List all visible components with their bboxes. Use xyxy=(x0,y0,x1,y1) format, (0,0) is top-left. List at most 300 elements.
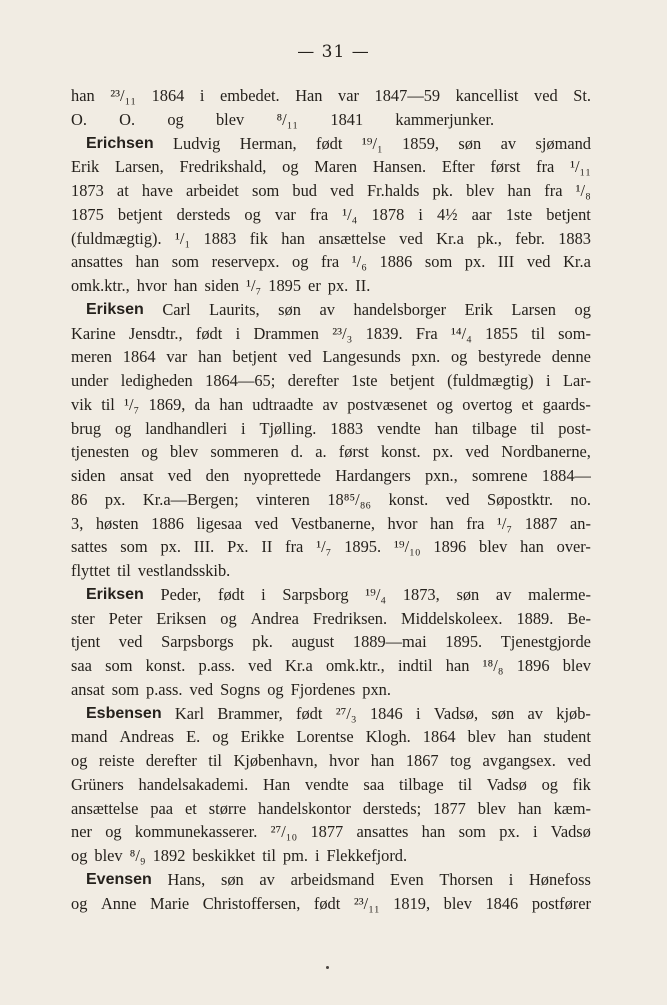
word: 1869, xyxy=(148,394,186,414)
word: Hans, xyxy=(167,869,206,889)
word: Herman, xyxy=(239,133,297,153)
word: blev xyxy=(477,798,507,818)
text-line xyxy=(71,868,591,892)
text-line xyxy=(71,417,591,441)
word: Larsen, xyxy=(114,157,164,177)
word: til xyxy=(458,774,473,794)
word: født xyxy=(296,703,323,723)
word: pxn. xyxy=(362,679,391,699)
word: Hansen. xyxy=(372,157,427,177)
word: meren xyxy=(71,347,112,367)
word: an- xyxy=(570,513,591,533)
word: Christoffersen, xyxy=(202,893,301,913)
word: pk. xyxy=(252,632,273,652)
word: som xyxy=(171,252,200,272)
word: px. xyxy=(499,822,520,842)
text-line xyxy=(71,298,591,322)
word: og xyxy=(167,109,184,129)
word: Fredrikshald, xyxy=(179,157,267,177)
word: ansættelse xyxy=(71,798,139,818)
word: Anne xyxy=(100,893,137,913)
entry-surname: Evensen xyxy=(86,870,152,888)
word: 1896 xyxy=(433,537,467,557)
word: i xyxy=(314,846,320,865)
word: ²³/₁₁ xyxy=(110,86,137,105)
word: betjent xyxy=(232,347,278,367)
word: ¹/₇ xyxy=(124,394,140,414)
word: 1873, xyxy=(402,584,440,604)
word: som xyxy=(424,252,453,272)
word: ved xyxy=(189,679,214,699)
word: ved xyxy=(465,442,490,462)
word: Eriksen xyxy=(156,608,207,628)
word: student xyxy=(543,727,591,747)
word: 1895. xyxy=(445,632,483,652)
word: Peter xyxy=(108,608,143,628)
word: Flekkefjord. xyxy=(326,846,408,865)
word: han xyxy=(520,537,544,557)
word: ansattes xyxy=(356,822,409,842)
word: Erikke xyxy=(240,727,285,747)
word: 1839. xyxy=(365,323,403,343)
word: som xyxy=(120,537,148,557)
word: blev xyxy=(215,109,245,129)
word: og xyxy=(105,822,122,842)
word: og xyxy=(574,299,591,319)
word: hvor xyxy=(387,513,418,533)
word: 1878 xyxy=(371,204,405,224)
text-line xyxy=(71,345,591,369)
word: avgangsex. xyxy=(482,751,556,770)
word: blev xyxy=(562,656,591,675)
word: ved xyxy=(567,751,591,770)
word: i xyxy=(416,703,421,723)
word: post- xyxy=(558,418,591,438)
word: søn xyxy=(458,133,482,153)
word: han xyxy=(421,822,446,842)
word: Han xyxy=(262,774,291,794)
word: siden xyxy=(204,276,240,295)
word: 1841 xyxy=(330,109,364,129)
word: Ludvig xyxy=(172,133,221,153)
text-line xyxy=(71,607,591,631)
word: ¹⁸/₈ xyxy=(482,656,504,675)
word: større xyxy=(208,798,247,818)
word: Kr.a xyxy=(285,656,313,675)
word: han xyxy=(71,86,95,105)
text-line xyxy=(71,322,591,346)
word: var xyxy=(166,347,188,367)
word: II. xyxy=(355,276,371,295)
word: Vadsø xyxy=(486,774,527,794)
word: og xyxy=(267,679,284,699)
word: Vestbanerne, xyxy=(290,513,375,533)
word: kæm- xyxy=(553,798,591,818)
word: 1883 xyxy=(330,418,364,438)
word: 1864 xyxy=(122,347,156,367)
word: ved xyxy=(287,347,312,367)
word: Erik xyxy=(464,299,493,319)
word: 1819, xyxy=(393,893,431,913)
word: ligesaa xyxy=(196,513,242,533)
word: av xyxy=(319,299,335,319)
word: tilbage xyxy=(472,418,517,438)
word: den xyxy=(205,466,230,485)
word: sommeren xyxy=(210,442,279,462)
word: mand xyxy=(71,727,108,747)
word: fra xyxy=(285,537,304,557)
word: 1846 xyxy=(485,893,519,913)
word: blev xyxy=(443,893,472,913)
word: ¹⁹/₄ xyxy=(365,584,387,604)
word: var xyxy=(274,204,296,224)
word: ster xyxy=(71,608,95,628)
word: betjent xyxy=(546,204,591,224)
word: Kjøbenhavn, xyxy=(233,751,318,770)
text-line xyxy=(71,464,591,488)
word: derefter xyxy=(287,371,339,390)
word: Tjenestgjorde xyxy=(500,632,591,652)
word: ner xyxy=(71,822,92,842)
word: Fredriksen. xyxy=(312,608,388,628)
word: px. xyxy=(464,252,486,272)
word: i xyxy=(199,86,205,105)
word: konst. xyxy=(380,442,421,462)
word: som- xyxy=(558,323,591,343)
word: ved xyxy=(526,252,551,272)
word: Klogh. xyxy=(365,727,411,747)
word: Fra xyxy=(415,323,438,343)
word: og xyxy=(71,846,88,865)
word: sjømand xyxy=(535,133,591,153)
word: da xyxy=(194,394,211,414)
word: ved xyxy=(330,181,354,200)
word: av xyxy=(527,703,543,723)
word: 1884— xyxy=(541,466,591,485)
word: a. xyxy=(315,442,327,462)
word: til xyxy=(531,323,545,343)
word: (fuldmægtig) xyxy=(447,371,534,390)
text-line xyxy=(71,749,591,773)
word: og xyxy=(282,157,299,177)
word: Tjølling. xyxy=(259,418,317,438)
word: var xyxy=(338,86,359,105)
word: bud xyxy=(292,181,317,200)
word: Maren xyxy=(314,157,358,177)
word: søn xyxy=(491,703,515,723)
word: pxn., xyxy=(424,466,458,485)
word: saa xyxy=(71,656,92,675)
word: 1896 xyxy=(516,656,550,675)
word: et xyxy=(521,394,534,414)
word: 1846 xyxy=(369,703,403,723)
word: født xyxy=(195,323,223,343)
word: nyoprettede xyxy=(243,466,321,485)
word: ²³/₃ xyxy=(332,323,353,343)
word: 1895 xyxy=(268,276,302,295)
word: som xyxy=(111,679,140,699)
text-line xyxy=(71,393,591,417)
entry-surname: Esbensen xyxy=(86,704,162,722)
word: siden xyxy=(71,466,106,485)
word: 4½ xyxy=(437,204,458,224)
word: pm. xyxy=(282,846,308,865)
word: først xyxy=(490,157,521,177)
word: St. xyxy=(573,86,591,105)
word: 3, xyxy=(71,513,84,533)
word: III xyxy=(497,252,515,272)
word: 1895. xyxy=(344,537,382,557)
word: udtraadte xyxy=(252,394,314,414)
word: ved xyxy=(248,656,272,675)
word: til xyxy=(208,751,222,770)
word: ⁸/₁₁ xyxy=(276,109,299,129)
word: arbeidsmand xyxy=(290,869,375,889)
word: postvæsenet xyxy=(347,394,428,414)
page-number: — 31 — xyxy=(297,42,370,62)
word: handelsborger xyxy=(353,299,447,319)
word: ved xyxy=(399,228,423,248)
word: ved xyxy=(118,632,143,652)
word: født xyxy=(217,584,245,604)
word: ¹/₇ xyxy=(316,537,332,557)
word: pk. xyxy=(432,181,453,200)
word: derefter xyxy=(145,751,197,770)
word: Sarpsborg xyxy=(282,584,349,604)
word: han xyxy=(507,727,532,747)
word: ved xyxy=(534,86,558,105)
word: beskikket xyxy=(192,846,256,865)
text-line xyxy=(71,488,591,512)
word: 1883 xyxy=(203,228,237,248)
word: av xyxy=(322,394,338,414)
word: Nordbanerne, xyxy=(501,442,591,462)
word: august xyxy=(291,632,335,652)
word: av xyxy=(259,869,275,889)
word: vendte xyxy=(376,418,421,438)
word: overtog xyxy=(462,394,513,414)
word: reiste xyxy=(98,751,135,770)
entry-surname: Eriksen xyxy=(86,585,144,603)
word: konst. xyxy=(145,656,186,675)
word: malerme- xyxy=(528,584,591,604)
word: til xyxy=(262,846,276,865)
text-line xyxy=(71,654,591,678)
word: Karine xyxy=(71,323,116,343)
word: kancellist xyxy=(455,86,519,105)
word: d. xyxy=(290,442,304,462)
word: blev xyxy=(466,181,495,200)
word: 1847—59 xyxy=(374,86,441,105)
word: ved xyxy=(254,513,279,533)
word: Px. xyxy=(227,537,249,557)
word: som xyxy=(458,822,486,842)
text-line xyxy=(71,797,591,821)
word: Hønefoss xyxy=(528,869,591,889)
word: ¹⁴/₄ xyxy=(450,323,472,343)
word: 1855 xyxy=(485,323,518,343)
word: ansættelse xyxy=(318,228,386,248)
word: p.ass. xyxy=(198,656,235,675)
text-line xyxy=(71,773,591,797)
word: Laurits, xyxy=(209,299,260,319)
word: i xyxy=(546,371,551,390)
word: 1877 xyxy=(433,798,466,818)
word: konst. xyxy=(388,489,429,509)
word: Efter xyxy=(441,157,475,177)
word: p.ass. xyxy=(146,679,183,699)
word: av xyxy=(500,133,517,153)
word: tog xyxy=(450,751,472,770)
word: Be- xyxy=(567,608,591,628)
word: Fjordenes xyxy=(290,679,356,699)
decorative-dot xyxy=(326,966,329,969)
word: og xyxy=(71,751,88,770)
word: 86 xyxy=(71,489,88,509)
text-line xyxy=(71,559,591,583)
word: 1867 xyxy=(405,751,439,770)
word: dersteds; xyxy=(362,798,422,818)
word: postfører xyxy=(531,893,591,913)
word: i xyxy=(241,418,246,438)
word: fik xyxy=(572,774,591,794)
word: og xyxy=(450,347,468,367)
word: og xyxy=(244,204,261,224)
word: ²⁷/₁₀ xyxy=(270,822,298,842)
word: tilbage xyxy=(399,774,444,794)
word: i xyxy=(508,869,514,889)
word: ¹/₁ xyxy=(174,228,191,248)
entry-surname: Erichsen xyxy=(86,134,154,152)
word: E. xyxy=(186,727,201,747)
word: Kr.a xyxy=(563,252,591,272)
text-line xyxy=(71,155,591,179)
text-line xyxy=(71,203,591,227)
word: no. xyxy=(570,489,591,509)
word: blev xyxy=(94,846,123,865)
word: kjøb- xyxy=(556,703,591,723)
word: (fuldmægtig). xyxy=(71,228,162,248)
word: Kr.a—Bergen; xyxy=(142,489,239,509)
text-line xyxy=(71,84,591,108)
word: tjenesten xyxy=(71,442,130,462)
text-line xyxy=(71,630,591,654)
word: bestyrede xyxy=(478,347,541,367)
word: handelskontor xyxy=(258,798,351,818)
text-line xyxy=(71,108,591,132)
word: fra xyxy=(544,181,563,200)
word: fra xyxy=(466,513,485,533)
text-line xyxy=(71,583,591,607)
word: til xyxy=(530,418,545,438)
word: indtil xyxy=(397,656,433,675)
word: og xyxy=(71,893,88,913)
word: 1886 xyxy=(151,513,184,533)
word: og xyxy=(541,774,558,794)
word: 1889—mai xyxy=(352,632,427,652)
word: under xyxy=(71,371,109,390)
word: ¹/₇ xyxy=(496,513,513,533)
word: flyttet xyxy=(71,561,111,580)
word: fik xyxy=(249,228,268,248)
word: og xyxy=(114,418,132,438)
word: 1877 xyxy=(310,822,344,842)
word: Sarpsborgs xyxy=(161,632,234,652)
text-line xyxy=(71,702,591,726)
word: som xyxy=(251,181,280,200)
word: ved xyxy=(167,466,192,485)
word: han xyxy=(517,798,542,818)
word: betjent xyxy=(390,371,435,390)
word: ansat xyxy=(71,679,105,699)
word: ¹/₇ xyxy=(246,276,262,295)
word: han xyxy=(135,252,160,272)
word: 1ste xyxy=(351,371,378,390)
word: ¹/₁₁ xyxy=(570,157,591,177)
word: Andrea xyxy=(250,608,299,628)
word: dersteds xyxy=(176,204,231,224)
word: ansattes xyxy=(71,252,123,272)
text-line xyxy=(71,274,591,298)
word: ¹/₄ xyxy=(342,204,358,224)
word: reservepx. xyxy=(211,252,280,272)
word: landhandleri xyxy=(145,418,228,438)
word: og xyxy=(220,608,237,628)
word: px. xyxy=(432,442,454,462)
word: først xyxy=(338,442,369,462)
word: til xyxy=(117,561,131,580)
word: pk., xyxy=(477,228,502,248)
word: Lar- xyxy=(563,371,591,390)
word: Vadsø xyxy=(550,822,591,842)
word: født xyxy=(316,133,343,153)
text-line xyxy=(71,179,591,203)
word: fra xyxy=(320,252,340,272)
word: Langesunds xyxy=(322,347,401,367)
word: Carl xyxy=(162,299,191,319)
word: som xyxy=(105,656,133,675)
text-line xyxy=(71,227,591,251)
word: Søpostktr. xyxy=(486,489,553,509)
word: Thorsen xyxy=(439,869,494,889)
word: av xyxy=(495,584,512,604)
word: høsten xyxy=(95,513,139,533)
text-line xyxy=(71,844,591,868)
text-line xyxy=(71,725,591,749)
word: ¹/₆ xyxy=(351,252,367,272)
word: han xyxy=(281,228,305,248)
word: han xyxy=(198,347,222,367)
word: søn xyxy=(220,869,244,889)
word: i xyxy=(235,323,241,343)
word: ansat xyxy=(119,466,154,485)
text-line xyxy=(71,892,591,916)
word: omk.ktr., xyxy=(325,656,385,675)
word: og xyxy=(436,394,453,414)
word: og xyxy=(292,252,309,272)
word: tjent xyxy=(71,632,101,652)
word: i xyxy=(532,822,538,842)
word: Marie xyxy=(150,893,190,913)
word: søn xyxy=(456,584,480,604)
word: omk.ktr., xyxy=(71,276,130,295)
word: Kr.a xyxy=(436,228,464,248)
text-line xyxy=(71,132,591,156)
word: Vadsø, xyxy=(433,703,479,723)
word: Peder, xyxy=(160,584,202,604)
word: fra xyxy=(309,204,329,224)
word: Grüners xyxy=(71,774,124,794)
